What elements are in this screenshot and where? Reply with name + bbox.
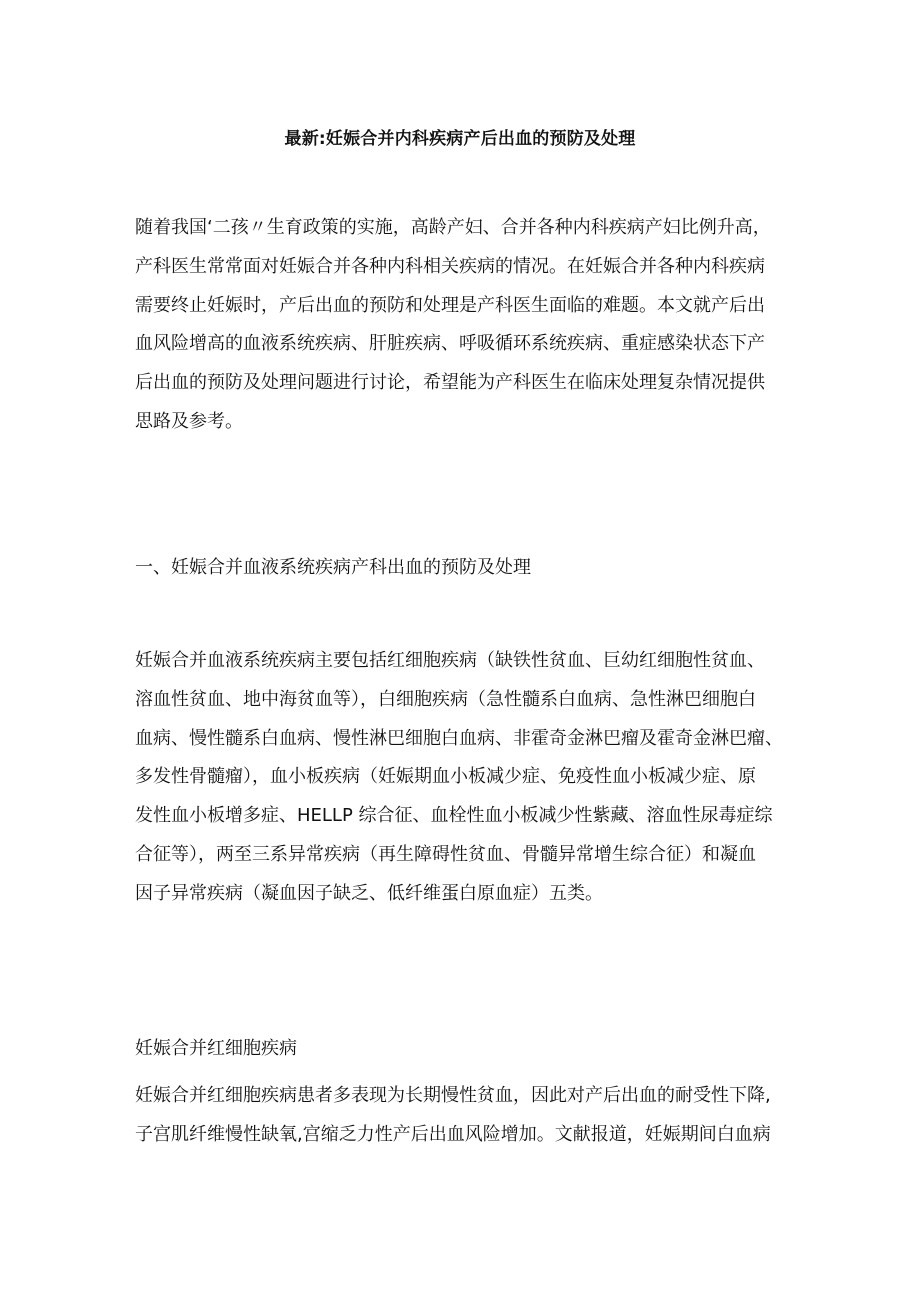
intro-paragraph <box>135 209 795 442</box>
subsection-heading <box>135 1030 795 1069</box>
section1-paragraph <box>135 642 795 914</box>
subsection1-line: 妊娠合并红细胞疾病患者多表现为长期慢性贫血，因此对产后出血的耐受性下降, <box>135 1085 771 1106</box>
section-heading <box>135 549 795 588</box>
intro-line: 产科医生常常面对妊娠合并各种内科相关疾病的情况。在妊娠合并各种内科疾病 <box>135 255 765 277</box>
intro-line: 随着我国‘二孩〃生育政策的实施，高龄产妇、合并各种内科疾病产妇比例升高， <box>135 217 771 238</box>
intro-line: 后出血的预防及处理问题进行讨论，希望能为产科医生在临床处理复杂情况提供 <box>135 372 765 394</box>
section1-line: 合征等），两至三系异常疾病（再生障碍性贫血、骨髓异常增生综合征）和凝血 <box>135 843 756 865</box>
section1-line: 溶血性贫血、地中海贫血等），白细胞疾病（急性髓系白血病、急性淋巴细胞白 <box>135 688 756 710</box>
section1-line: 妊娠合并血液系统疾病主要包括红细胞疾病（缺铁性贫血、巨幼红细胞性贫血、 <box>135 650 765 671</box>
section1-line: 多发性骨髓瘤），血小板疾病（妊娠期血小板减少症、免疫性血小板减少症、原 <box>135 766 756 788</box>
subsection1-paragraph <box>135 1077 795 1155</box>
intro-line: 需要终止妊娠时，产后出血的预防和处理是产科医生面临的难题。本文就产后出 <box>135 294 765 316</box>
section1-line: 发性血小板增多症、HELLP 综合征、血栓性血小板减少性紫藏、溶血性尿毒症综 <box>135 805 773 827</box>
section1-line: 因子异常疾病（凝血因子缺乏、低纤维蛋白原血症）五类。 <box>135 882 603 904</box>
subsection1-line: 子宫肌纤维慢性缺氧,宫缩乏力性产后出血风险增加。文献报道，妊娠期间白血病 <box>135 1123 771 1145</box>
intro-line: 血风险增高的血液系统疾病、肝脏疾病、呼吸循环系统疾病、重症感染状态下产 <box>135 333 765 355</box>
subsection1-heading: 妊娠合并红细胞疾病 <box>135 1038 297 1059</box>
section1-line: 血病、慢性髓系白血病、慢性淋巴细胞白血病、非霍奇金淋巴瘤及霍奇金淋巴瘤、 <box>135 727 783 749</box>
intro-line: 思路及参考。 <box>135 410 243 432</box>
document-title: 最新:妊娠合并内科疾病产后出血的预防及处理 <box>284 129 636 149</box>
section1-heading: 一、妊娠合并血液系统疾病产科出血的预防及处理 <box>135 557 531 578</box>
